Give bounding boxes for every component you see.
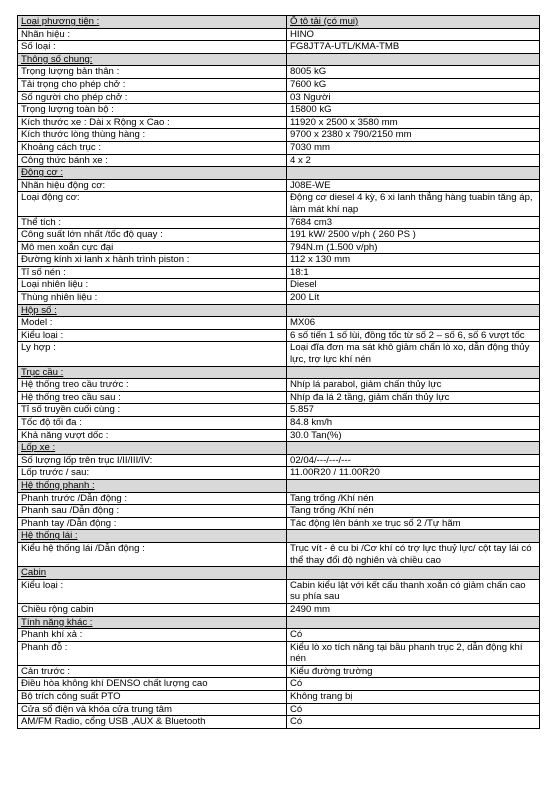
spec-value	[287, 691, 540, 704]
spec-label	[18, 404, 287, 417]
spec-row	[18, 179, 540, 192]
cell-text: Ly hợp :	[21, 342, 56, 354]
spec-value	[287, 41, 540, 54]
spec-sheet	[17, 15, 540, 729]
spec-value	[287, 467, 540, 480]
cell-text: 4 x 2	[290, 154, 311, 166]
cell-text: Cabin kiểu lật với kết cấu thanh xoắn có giảm chấn cao su phía sau	[290, 579, 526, 603]
cell-text: Phanh đỗ :	[21, 641, 68, 653]
spec-row	[18, 391, 540, 404]
cell-text: Ô tô tải (có mui)	[290, 16, 359, 27]
spec-row	[18, 216, 540, 229]
section-header-row	[18, 53, 540, 66]
cell-text: 7684 cm3	[290, 216, 333, 228]
section-title	[18, 616, 287, 629]
spec-label	[18, 317, 287, 330]
cell-text: 5.857	[290, 404, 315, 416]
spec-value	[287, 179, 540, 192]
spec-row	[18, 41, 540, 54]
spec-row	[18, 91, 540, 104]
cell-text: Tính năng khác :	[21, 616, 93, 628]
section-title	[18, 53, 287, 66]
spec-label	[18, 391, 287, 404]
section-value	[287, 479, 540, 492]
section-title	[18, 366, 287, 379]
spec-label	[18, 254, 287, 267]
cell-text: Phanh trước /Dẫn động :	[21, 492, 128, 504]
cell-text: Tỉ số nén :	[21, 266, 66, 278]
cell-text: Kiểu loại :	[21, 329, 64, 341]
section-value	[287, 567, 540, 580]
spec-label	[18, 542, 287, 566]
cell-text: Cửa sổ điện và khóa cửa trung tâm	[21, 703, 172, 715]
section-title	[18, 530, 287, 543]
spec-row	[18, 317, 540, 330]
spec-row	[18, 292, 540, 305]
spec-value	[287, 417, 540, 430]
cell-text: 11.00R20 / 11.00R20	[290, 467, 380, 479]
spec-row	[18, 154, 540, 167]
cell-text: Diesel	[290, 279, 317, 291]
cell-text: Mô men xoắn cực đại	[21, 241, 114, 253]
spec-value	[287, 429, 540, 442]
cell-text: Trục vít - ê cu bi /Cơ khí có trợ lực thuỷ lực/ cột tay lái có thể thay đổi độ nghiên và chiều cao	[290, 542, 532, 566]
spec-row	[18, 716, 540, 729]
spec-label	[18, 154, 287, 167]
cell-text: Cản trước :	[21, 665, 70, 677]
spec-label	[18, 216, 287, 229]
spec-row	[18, 28, 540, 41]
spec-label	[18, 279, 287, 292]
spec-label	[18, 379, 287, 392]
spec-row	[18, 505, 540, 518]
spec-value	[287, 629, 540, 642]
cell-text: 03 Người	[290, 91, 331, 103]
spec-label	[18, 192, 287, 216]
cell-text: 2490 mm	[290, 603, 330, 615]
spec-value	[287, 641, 540, 665]
cell-text: Kiểu hệ thống lái /Dẫn động :	[21, 542, 145, 554]
spec-row	[18, 342, 540, 366]
spec-value	[287, 542, 540, 566]
cell-text: Tỉ số truyền cuối cùng :	[21, 404, 121, 416]
cell-text: Khả năng vượt dốc :	[21, 429, 109, 441]
spec-value	[287, 266, 540, 279]
spec-row	[18, 66, 540, 79]
spec-value	[287, 665, 540, 678]
cell-text: 30.0 Tan(%)	[290, 429, 342, 441]
cell-text: Tốc độ tối đa :	[21, 417, 82, 428]
section-header-row	[18, 442, 540, 455]
spec-row	[18, 454, 540, 467]
spec-row	[18, 404, 540, 417]
spec-value	[287, 391, 540, 404]
cell-text: Tải trọng cho phép chở :	[21, 78, 126, 90]
spec-row	[18, 379, 540, 392]
spec-row	[18, 641, 540, 665]
spec-label	[18, 292, 287, 305]
spec-value	[287, 404, 540, 417]
spec-row	[18, 229, 540, 242]
cell-text: 02/04/---/---/---	[290, 454, 351, 466]
spec-table	[17, 15, 540, 729]
spec-label	[18, 716, 287, 729]
spec-value	[287, 216, 540, 229]
cell-text: Động cơ :	[21, 167, 64, 179]
cell-text: Hộp số :	[21, 304, 57, 316]
cell-text: Trục cầu :	[21, 366, 64, 378]
cell-text: Không trang bị	[290, 691, 353, 703]
spec-value	[287, 241, 540, 254]
cell-text: Số lượng lốp trên trục I/II/III/IV:	[21, 454, 153, 466]
spec-value	[287, 716, 540, 729]
spec-row	[18, 192, 540, 216]
section-header-row	[18, 366, 540, 379]
spec-value	[287, 104, 540, 117]
spec-label	[18, 116, 287, 129]
cell-text: 11920 x 2500 x 3580 mm	[290, 116, 398, 128]
spec-label	[18, 417, 287, 430]
cell-text: Thông số chung:	[21, 53, 93, 65]
section-title	[18, 167, 287, 180]
spec-value	[287, 379, 540, 392]
cell-text: Hệ thống lái :	[21, 530, 78, 542]
cell-text: J08E-WE	[290, 179, 331, 191]
cell-text: Thùng nhiên liệu :	[21, 292, 98, 304]
cell-text: Công thức bánh xe :	[21, 154, 108, 166]
cell-text: 191 kW/ 2500 v/ph ( 260 PS )	[290, 229, 416, 241]
cell-text: Nhíp lá parabol, giảm chấn thủy lực	[290, 379, 442, 391]
cell-text: HINO	[290, 28, 314, 40]
spec-row	[18, 579, 540, 603]
spec-label	[18, 505, 287, 518]
spec-value	[287, 517, 540, 530]
cell-text: Số loại :	[21, 41, 56, 53]
cell-text: Động cơ diesel 4 kỳ, 6 xi lanh thẳng hàng tuabin tăng áp, làm mát khí nạp	[290, 192, 533, 215]
spec-row	[18, 703, 540, 716]
section-header-row	[18, 616, 540, 629]
section-value	[287, 167, 540, 180]
cell-text: Hệ thống phanh :	[21, 479, 95, 491]
cell-text: 8005 kG	[290, 66, 327, 78]
section-value	[287, 442, 540, 455]
spec-value	[287, 279, 540, 292]
spec-label	[18, 579, 287, 603]
spec-label	[18, 517, 287, 530]
spec-label	[18, 266, 287, 279]
spec-value	[287, 141, 540, 154]
cell-text: Kích thước lòng thùng hàng :	[21, 129, 146, 141]
section-header-row	[18, 567, 540, 580]
spec-value	[287, 329, 540, 342]
cell-text: Kiểu lò xo tích năng tại bầu phanh trục 2, dẫn động khí nén	[290, 641, 523, 665]
spec-row	[18, 678, 540, 691]
spec-row	[18, 417, 540, 430]
spec-label	[18, 703, 287, 716]
cell-text: Cabin	[21, 567, 47, 579]
spec-value	[287, 603, 540, 616]
cell-text: Loại đĩa đơn ma sát khô giảm chấn lò xo, dẫn động thủy lực, trợ lực khí nén	[290, 342, 530, 366]
spec-row	[18, 429, 540, 442]
spec-value	[287, 703, 540, 716]
spec-label	[18, 429, 287, 442]
spec-label	[18, 342, 287, 366]
cell-text: Hệ thống treo cầu trước :	[21, 379, 129, 391]
cell-text: Nhãn hiệu động cơ:	[21, 179, 106, 191]
cell-text: 7600 kG	[290, 78, 327, 90]
cell-text: Bộ trích công suất PTO	[21, 691, 121, 703]
cell-text: Số người cho phép chở :	[21, 91, 128, 103]
spec-row	[18, 116, 540, 129]
spec-value	[287, 454, 540, 467]
spec-label	[18, 229, 287, 242]
section-title	[18, 567, 287, 580]
cell-text: Tác động lên bánh xe trục số 2 /Tự hãm	[290, 517, 461, 529]
spec-value	[287, 505, 540, 518]
cell-text: Trọng lượng bản thân :	[21, 66, 120, 78]
spec-row	[18, 141, 540, 154]
spec-value	[287, 254, 540, 267]
spec-row	[18, 467, 540, 480]
section-header-row	[18, 479, 540, 492]
cell-text: Đường kính xi lanh x hành trình piston :	[21, 254, 190, 266]
cell-text: Có	[290, 703, 303, 715]
spec-table-body	[18, 16, 540, 729]
spec-label	[18, 678, 287, 691]
section-value	[287, 616, 540, 629]
spec-value	[287, 678, 540, 691]
cell-text: Lốp xe :	[21, 442, 56, 454]
cell-text: Có	[290, 629, 303, 641]
spec-row	[18, 492, 540, 505]
cell-text: Tang trống /Khí nén	[290, 505, 374, 517]
spec-label	[18, 603, 287, 616]
spec-value	[287, 192, 540, 216]
spec-value	[287, 28, 540, 41]
spec-label	[18, 179, 287, 192]
cell-text: MX06	[290, 317, 316, 329]
spec-value	[287, 66, 540, 79]
section-header-row	[18, 530, 540, 543]
cell-text: Tang trống /Khí nén	[290, 492, 374, 504]
cell-text: Model :	[21, 317, 53, 329]
spec-value	[287, 78, 540, 91]
spec-value	[287, 116, 540, 129]
spec-label	[18, 629, 287, 642]
spec-row	[18, 691, 540, 704]
cell-text: Kiểu loại :	[21, 579, 64, 591]
spec-label	[18, 104, 287, 117]
spec-value	[287, 129, 540, 142]
cell-text: 794N.m (1.500 v/ph)	[290, 241, 378, 253]
spec-label	[18, 41, 287, 54]
cell-text: Khoảng cách trục :	[21, 141, 101, 153]
spec-row	[18, 542, 540, 566]
cell-text: Lốp trước / sau:	[21, 467, 90, 479]
spec-value	[287, 292, 540, 305]
spec-row	[18, 517, 540, 530]
cell-text: Kích thước xe : Dài x Rộng x Cao :	[21, 116, 170, 128]
section-value	[287, 53, 540, 66]
cell-text: 7030 mm	[290, 141, 330, 153]
section-value	[287, 366, 540, 379]
cell-text: Điều hòa không khí DENSO chất lượng cao	[21, 678, 208, 690]
section-title	[18, 442, 287, 455]
spec-row	[18, 104, 540, 117]
spec-label	[18, 241, 287, 254]
cell-text: Thể tích :	[21, 216, 61, 228]
spec-label	[18, 28, 287, 41]
spec-row	[18, 329, 540, 342]
spec-label	[18, 78, 287, 91]
spec-value	[287, 579, 540, 603]
spec-label	[18, 454, 287, 467]
spec-row	[18, 78, 540, 91]
section-value	[287, 304, 540, 317]
spec-value	[287, 154, 540, 167]
cell-text: Có	[290, 678, 303, 690]
cell-text: Nhãn hiệu :	[21, 28, 71, 40]
cell-text: 9700 x 2380 x 790/2150 mm	[290, 129, 412, 141]
spec-value	[287, 91, 540, 104]
spec-label	[18, 91, 287, 104]
spec-label	[18, 141, 287, 154]
cell-text: Loại nhiên liệu :	[21, 279, 89, 291]
cell-text: Phanh tay /Dẫn động :	[21, 517, 117, 529]
cell-text: 6 số tiến 1 số lùi, đồng tốc từ số 2 – số 6, số 6 vượt tốc	[290, 329, 525, 341]
section-value	[287, 16, 540, 29]
section-title	[18, 304, 287, 317]
spec-label	[18, 329, 287, 342]
cell-text: 200 Lít	[290, 292, 320, 304]
spec-label	[18, 66, 287, 79]
cell-text: FG8JT7A-UTL/KMA-TMB	[290, 41, 400, 53]
spec-label	[18, 129, 287, 142]
cell-text: Nhíp đa lá 2 tầng, giảm chấn thủy lực	[290, 391, 450, 403]
cell-text: 84.8 km/h	[290, 417, 333, 428]
cell-text: Loại phương tiện :	[21, 16, 100, 27]
cell-text: Kiểu đường trường	[290, 665, 373, 677]
spec-row	[18, 254, 540, 267]
cell-text: Phanh sau /Dẫn động :	[21, 505, 120, 517]
cell-text: Có	[290, 716, 303, 728]
spec-row	[18, 266, 540, 279]
section-header-row	[18, 304, 540, 317]
cell-text: Phanh khí xả :	[21, 629, 83, 641]
cell-text: Loại động cơ:	[21, 192, 80, 204]
cell-text: Công suất lớn nhất /tốc độ quay :	[21, 229, 163, 241]
cell-text: 18:1	[290, 266, 309, 278]
cell-text: Chiều rộng cabin	[21, 603, 94, 615]
spec-label	[18, 492, 287, 505]
section-title	[18, 479, 287, 492]
spec-row	[18, 603, 540, 616]
section-value	[287, 530, 540, 543]
spec-row	[18, 665, 540, 678]
spec-label	[18, 665, 287, 678]
spec-row	[18, 241, 540, 254]
spec-row	[18, 629, 540, 642]
spec-row	[18, 279, 540, 292]
cell-text: Hệ thống treo cầu sau :	[21, 391, 121, 403]
spec-row	[18, 129, 540, 142]
section-title	[18, 16, 287, 29]
spec-label	[18, 641, 287, 665]
spec-value	[287, 492, 540, 505]
spec-value	[287, 342, 540, 366]
cell-text: AM/FM Radio, cổng USB ,AUX & Bluetooth	[21, 716, 206, 728]
spec-label	[18, 691, 287, 704]
spec-value	[287, 317, 540, 330]
cell-text: Trọng lượng toàn bộ :	[21, 104, 114, 116]
spec-label	[18, 467, 287, 480]
cell-text: 15800 kG	[290, 104, 332, 116]
cell-text: 112 x 130 mm	[290, 254, 351, 266]
section-header-row	[18, 16, 540, 29]
spec-value	[287, 229, 540, 242]
section-header-row	[18, 167, 540, 180]
